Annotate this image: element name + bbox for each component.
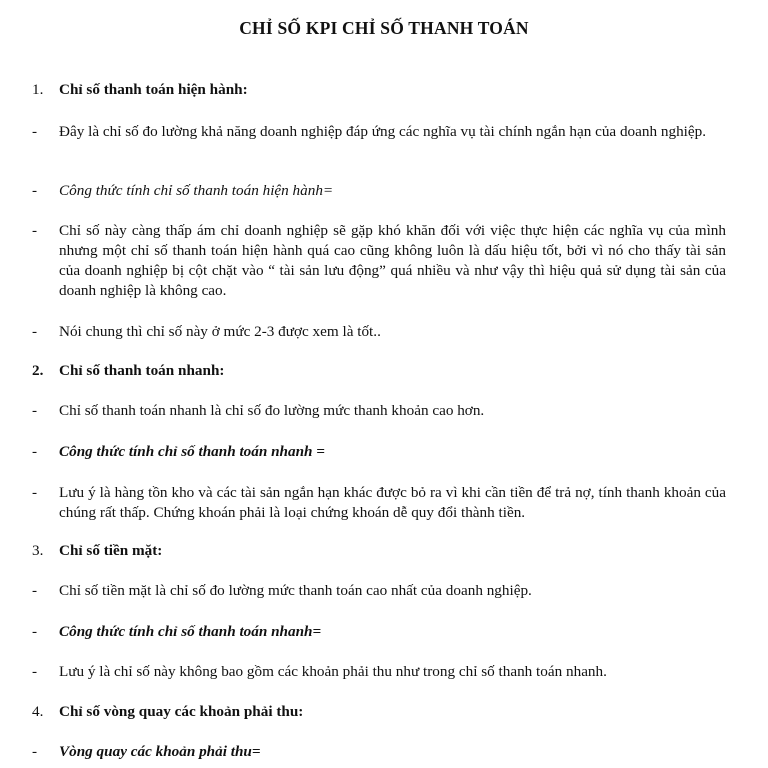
- formula-text: Công thức tính chỉ số thanh toán nhanh=: [59, 623, 322, 640]
- bullet-dash: -: [32, 743, 38, 760]
- bullet-dash: -: [32, 623, 38, 640]
- bullet-dash: -: [32, 182, 38, 199]
- list-number: 4.: [32, 703, 44, 720]
- bullet-dash: -: [32, 582, 38, 599]
- paragraph-text: Chỉ số tiền mặt là chỉ số đo lường mức thanh toán cao nhất của doanh nghiệp.: [59, 582, 532, 599]
- bullet-dash: -: [32, 123, 38, 140]
- bullet-dash: -: [32, 222, 38, 239]
- paragraph-text: Chỉ số thanh toán nhanh là chỉ số đo lường mức thanh khoản cao hơn.: [59, 402, 485, 419]
- formula-text: Vòng quay các khoản phải thu=: [59, 743, 261, 760]
- bullet-dash: -: [32, 484, 38, 501]
- bullet-dash: -: [32, 663, 38, 680]
- list-number: 1.: [32, 81, 44, 98]
- document-title: CHỈ SỐ KPI CHỈ SỐ THANH TOÁN: [239, 18, 529, 38]
- section-heading-text: Chỉ số thanh toán hiện hành:: [59, 81, 248, 98]
- formula-text: Công thức tính chỉ số thanh toán hiện hành=: [59, 182, 334, 199]
- paragraph-text: Lưu ý là hàng tồn kho và các tài sản ngắn hạn khác được bỏ ra vì khi cần tiền để trả nợ, tính thanh khoản của chúng rất thấp. Chứng khoán phải là loại chứng khoán dễ quy đổi thành tiền.: [59, 484, 726, 521]
- bullet-dash: -: [32, 443, 38, 460]
- section-heading-text: Chỉ số thanh toán nhanh:: [59, 362, 225, 379]
- section-heading-text: Chỉ số tiền mặt:: [59, 542, 163, 559]
- list-number: 2.: [32, 362, 44, 379]
- formula-text: Công thức tính chỉ số thanh toán nhanh =: [59, 443, 325, 460]
- paragraph-text: Chỉ số này càng thấp ám chỉ doanh nghiệp sẽ gặp khó khăn đối với việc thực hiện các nghĩa vụ của mình nhưng một chỉ số thanh toán hiện hành quá cao cũng không luôn là dấu hiệu tốt, bởi vì nó cho thấy tài sản của doanh nghiệp bị cột chặt vào “ tài sản lưu động” quá nhiều và như vậy thì hiệu quả sử dụng tài sản của doanh nghiệp là không cao.: [59, 222, 726, 299]
- bullet-dash: -: [32, 402, 38, 419]
- paragraph-text: Lưu ý là chỉ số này không bao gồm các khoản phải thu như trong chỉ số thanh toán nhanh.: [59, 663, 607, 680]
- list-number: 3.: [32, 542, 44, 559]
- paragraph-text: Đây là chỉ số đo lường khả năng doanh nghiệp đáp ứng các nghĩa vụ tài chính ngắn hạn của doanh nghiệp.: [59, 123, 707, 140]
- paragraph-text: Nói chung thì chỉ số này ở mức 2-3 được xem là tốt..: [59, 323, 381, 340]
- section-heading-text: Chỉ số vòng quay các khoản phải thu:: [59, 703, 304, 720]
- bullet-dash: -: [32, 323, 38, 340]
